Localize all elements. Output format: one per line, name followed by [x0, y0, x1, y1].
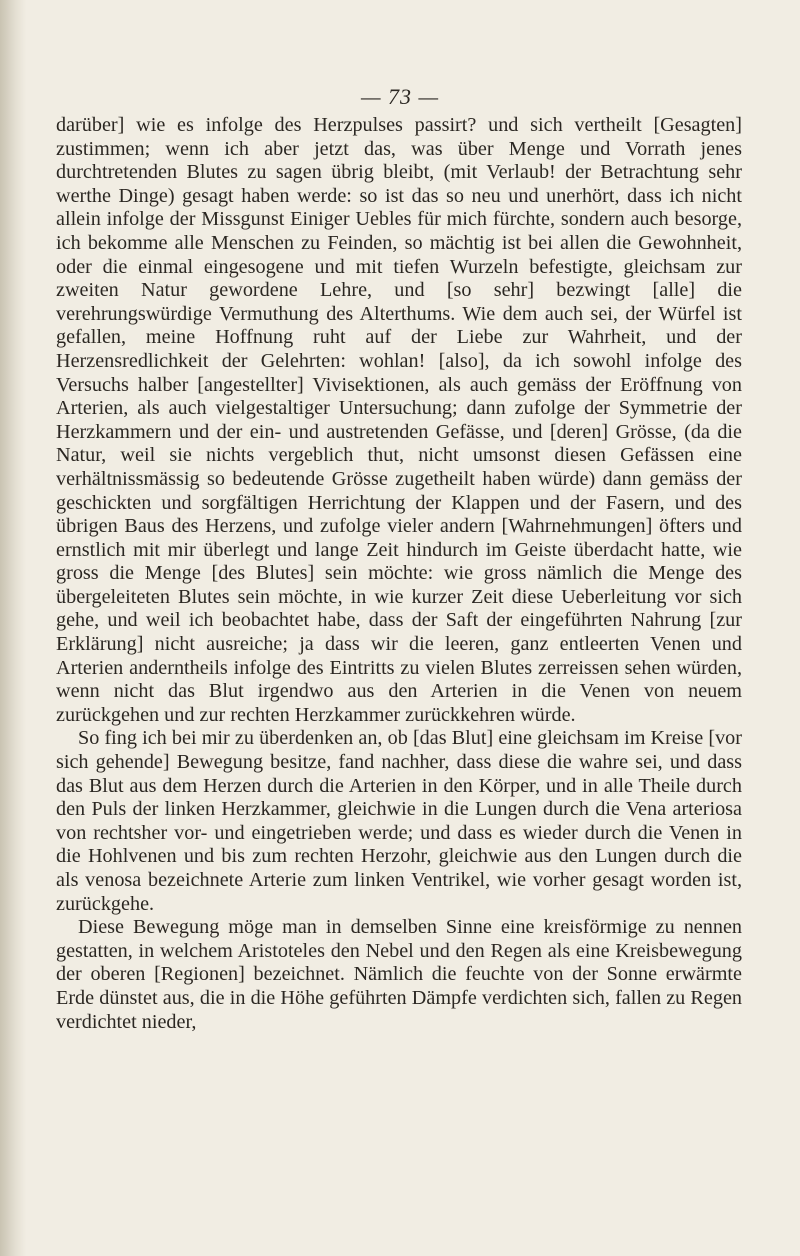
page-edge-shadow: [0, 0, 26, 1256]
page-number: — 73 —: [360, 84, 440, 109]
body-text: [56, 114, 742, 1034]
paragraph-2: So fing ich bei mir zu überdenken an, ob [das Blut] eine gleichsam im Kreise [vor sich gehende] Bewegung besitze, fand nachher, dass diese die wahre sei, und dass das Blut aus dem Herzen durch die Arterien in den Körper, und in alle Theile durch den Puls der linken Herzkammer, gleichwie in die Lungen durch die Vena arteriosa von rechtsher vor- und eingetrieben werde; und dass es wieder durch die Venen in die Hohlvenen und bis zum rechten Herzohr, gleichwie aus den Lungen durch die als venosa bezeichnete Arterie zum linken Ventrikel, wie vorher gesagt worden ist, zurückgehe.: [56, 727, 742, 915]
paragraph-1: darüber] wie es infolge des Herzpulses passirt? und sich vertheilt [Gesagten] zustimmen; wenn ich aber jetzt das, was über Menge und Vorrath jenes durchtretenden Blutes zu sagen übrig bleibt, (mit Verlaub! der Betrachtung sehr werthe Dinge) gesagt haben werde: so ist das so neu und unerhört, dass ich nicht allein infolge der Missgunst Einiger Uebles für mich fürchte, sondern auch besorge, ich bekomme alle Menschen zu Feinden, so mächtig ist bei allen die Gewohnheit, oder die einmal eingesogene und mit tiefen Wurzeln befestigte, gleichsam zur zweiten Natur gewordene Lehre, und [so sehr] bezwingt [alle] die verehrungswürdige Vermuthung des Alterthums. Wie dem auch sei, der Würfel ist gefallen, meine Hoffnung ruht auf der Liebe zur Wahrheit, und der Herzensredlichkeit der Gelehrten: wohlan! [also], da ich sowohl infolge des Versuchs halber [angestellter] Vivisektionen, als auch gemäss der Eröffnung von Arterien, als auch vielgestaltiger Untersuchung; dann zufolge der Symmetrie der Herzkammern und der ein- und austretenden Gefässe, und [deren] Grösse, (da die Natur, weil sie nichts vergeblich thut, nicht umsonst diesen Gefässen eine verhältnissmässig so bedeutende Grösse zugetheilt haben würde) dann gemäss der geschickten und sorgfältigen Herrichtung der Klappen und der Fasern, und des übrigen Baus des Herzens, und zufolge vieler andern [Wahrnehmungen] öfters und ernstlich mit mir überlegt und lange Zeit hindurch im Geiste überdacht hatte, wie gross die Menge [des Blutes] sein möchte: wie gross nämlich die Menge des übergeleiteten Blutes sein möchte, in wie kurzer Zeit diese Ueberleitung vor sich gehe, und weil ich beobachtet habe, dass der Saft der eingeführten Nahrung [zur Erklärung] nicht ausreiche; ja dass wir die leeren, ganz entleerten Venen und Arterien anderntheils infolge des Eintritts zu vielen Blutes zerreissen sehen würden, wenn nicht das Blut irgendwo aus den Arterien in die Venen von neuem zurückgehen und zur rechten Herzkammer zurückkehren würde.: [56, 114, 742, 726]
paragraph-3: Diese Bewegung möge man in demselben Sinne eine kreisförmige zu nennen gestatten, in welchem Aristoteles den Nebel und den Regen als eine Kreisbewegung der oberen [Regionen] bezeichnet. Nämlich die feuchte von der Sonne erwärmte Erde dünstet aus, die in die Höhe geführten Dämpfe verdichten sich, fallen zu Regen verdichtet nieder,: [56, 916, 742, 1033]
